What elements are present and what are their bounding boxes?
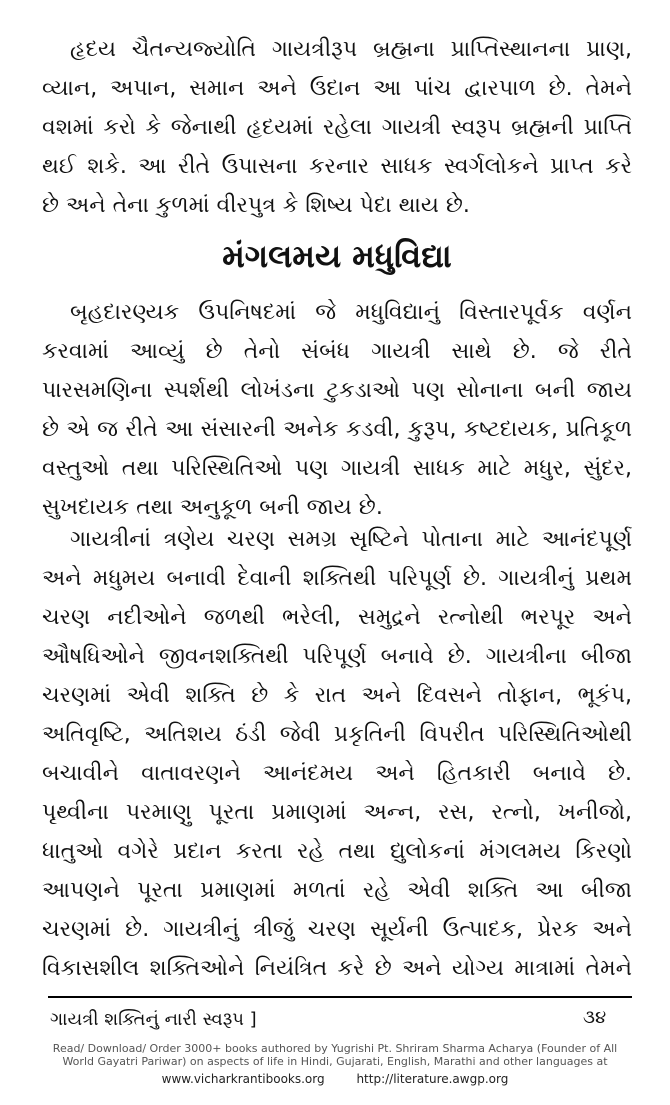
credit-line-1: Read/ Download/ Order 3000+ books authored by Yugrishi Pt. Shriram Sharma Acharya (Founder of All xyxy=(52,1042,618,1055)
paragraph2-line-4: છે એ જ રીતે આ સંસારની અનેક કડવી, કુરૂપ, કષ્ટદાયક, પ્રતિકૂળ xyxy=(42,417,632,442)
paragraph3-line-6: અતિવૃષ્ટિ, અતિશય ઠંડી જેવી પ્રકૃતિની વિપરીત પરિસ્થિતિઓથી xyxy=(42,722,632,747)
credit-links xyxy=(10,1072,660,1086)
awgp-literature-link[interactable]: http://literature.awgp.org xyxy=(356,1072,509,1086)
paragraph3-line-8: પૃથ્વીના પરમાણુ પૂરતા પ્રમાણમાં અન્ન, રસ, રત્નો, ખનીજો, xyxy=(42,800,632,825)
paragraph1-line-1: હૃદય ચૈતન્યજ્યોતિ ગાયત્રીરૂપ બ્રહ્મના પ્રાપ્તિસ્થાનના પ્રાણ, xyxy=(70,37,632,62)
paragraph3-line-7: બચાવીને વાતાવરણને આનંદમય અને હિતકારી બનાવે છે. xyxy=(42,761,632,786)
paragraph1-line-4: થઈ શકે. આ રીતે ઉપાસના કરનાર સાધક સ્વર્ગલોકને પ્રાપ્ત કરે xyxy=(42,154,632,179)
footer-divider xyxy=(48,996,632,998)
page-number: ૩૪ xyxy=(583,1007,607,1028)
paragraph2-line-3: પારસમણિના સ્પર્શથી લોખંડના ટુકડાઓ પણ સોનાના બની જાય xyxy=(42,378,632,403)
paragraph3-line-1: ગાયત્રીનાં ત્રણેય ચરણ સમગ્ર સૃષ્ટિને પોતાના માટે આનંદપૂર્ણ xyxy=(70,527,632,552)
paragraph3-line-9: ધાતુઓ વગેરે પ્રદાન કરતા રહે તથા દ્યુલોકનાં મંગલમય કિરણો xyxy=(42,839,632,864)
paragraph3-line-5: ચરણમાં એવી શક્તિ છે કે રાત અને દિવસને તોફાન, ભૂકંપ, xyxy=(42,683,632,708)
paragraph3-line-4: ઔષધિઓને જીવનશક્તિથી પરિપૂર્ણ બનાવે છે. ગાયત્રીના બીજા xyxy=(42,644,632,669)
paragraph1-line-2: વ્યાન, અપાન, સમાન અને ઉદાન આ પાંચ દ્વારપાળ છે. તેમને xyxy=(42,76,632,101)
paragraph3-line-11: ચરણમાં છે. ગાયત્રીનું ત્રીજું ચરણ સૂર્યની ઉત્પાદક, પ્રેરક અને xyxy=(42,917,632,942)
paragraph1-line-3: વશમાં કરો કે જેનાથી હૃદયમાં રહેલા ગાયત્રી સ્વરૂપ બ્રહ્મની પ્રાપ્તિ xyxy=(42,115,632,140)
credit-line-2: World Gayatri Pariwar) on aspects of life in Hindi, Gujarati, English, Marathi and other languages at xyxy=(62,1055,608,1068)
paragraph3-line-10: આપણને પૂરતા પ્રમાણમાં મળતાં રહે એવી શક્તિ આ બીજા xyxy=(42,878,632,903)
running-title: ગાયત્રી શક્તિનું નારી સ્વરૂપ ] xyxy=(50,1009,257,1030)
paragraph3-line-3: ચરણ નદીઓને જળથી ભરેલી, સમુદ્રને રત્નોથી ભરપૂર અને xyxy=(42,605,632,630)
vicharkranti-link[interactable]: www.vicharkrantibooks.org xyxy=(161,1072,325,1086)
paragraph3-line-2: અને મધુમય બનાવી દેવાની શક્તિથી પરિપૂર્ણ છે. ગાયત્રીનું પ્રથમ xyxy=(42,566,632,591)
paragraph2-line-1: બૃહદારણ્યક ઉપનિષદમાં જે મધુવિદ્યાનું વિસ્તારપૂર્વક વર્ણન xyxy=(70,300,632,325)
paragraph1-line-5: છે અને તેના કુળમાં વીરપુત્ર કે શિષ્ય પેદા થાય છે. xyxy=(42,193,470,218)
paragraph2-line-5: વસ્તુઓ તથા પરિસ્થિતિઓ પણ ગાયત્રી સાધક માટે મધુર, સુંદર, xyxy=(42,456,632,481)
paragraph3-line-12: વિકાસશીલ શક્તિઓને નિયંત્રિત કરે છે અને યોગ્ય માત્રામાં તેમને xyxy=(42,956,632,981)
paragraph2-line-6: સુખદાયક તથા અનુકૂળ બની જાય છે. xyxy=(42,495,383,520)
section-heading: મંગલમય મધુવિદ્યા xyxy=(222,237,452,275)
paragraph2-line-2: કરવામાં આવ્યું છે તેનો સંબંધ ગાયત્રી સાથે છે. જે રીતે xyxy=(42,339,632,364)
